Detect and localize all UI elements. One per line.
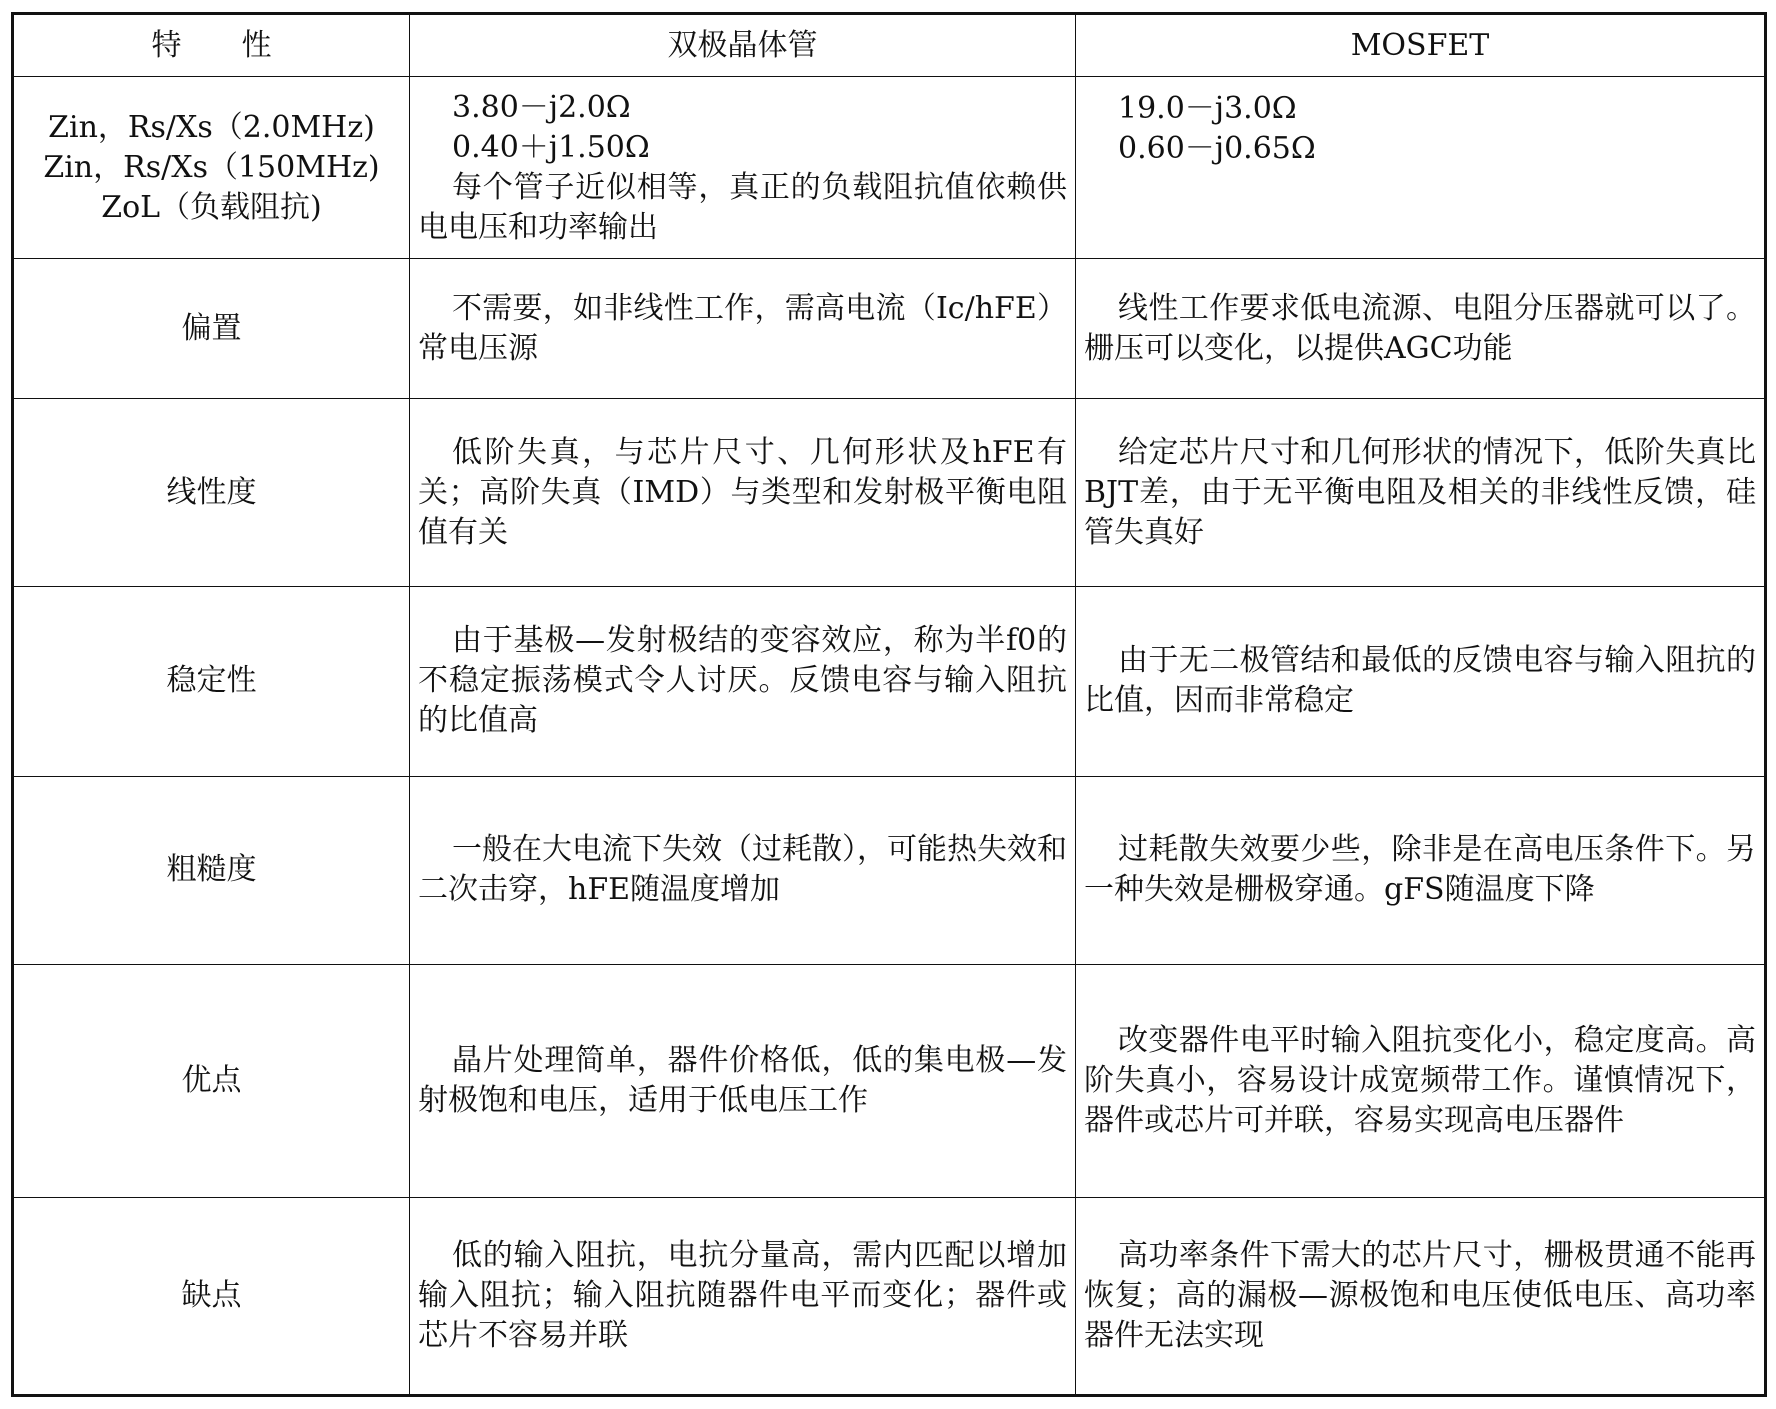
row-label-ruggedness: 粗糙度	[13, 776, 410, 964]
mosfet-bias: 线性工作要求低电流源、电阻分压器就可以了。栅压可以变化，以提供AGC功能	[1076, 259, 1766, 399]
bjt-advantages: 晶片处理简单，器件价格低，低的集电极—发射极饱和电压，适用于低电压工作	[410, 964, 1076, 1197]
header-bjt: 双极晶体管	[410, 14, 1076, 77]
table-row-impedance	[13, 77, 1766, 259]
bjt-impedance	[410, 77, 1076, 259]
mosfet-ruggedness: 过耗散失效要少些，除非是在高电压条件下。另一种失效是栅极穿通。gFS随温度下降	[1076, 776, 1766, 964]
table-row	[13, 399, 1766, 587]
table-row	[13, 587, 1766, 776]
bjt-bias: 不需要，如非线性工作，需高电流（Ic/hFE）常电压源	[410, 259, 1076, 399]
header-row	[13, 14, 1766, 77]
table-row	[13, 964, 1766, 1197]
table-row	[13, 259, 1766, 399]
bjt-disadvantages: 低的输入阻抗，电抗分量高，需内匹配以增加输入阻抗；输入阻抗随器件电平而变化；器件或芯片不容易并联	[410, 1197, 1076, 1395]
impedance-labels	[13, 77, 410, 259]
label-zin-2mhz: Zin，Rs/Xs（2.0MHz)	[48, 109, 375, 145]
mosfet-advantages: 改变器件电平时输入阻抗变化小，稳定度高。高阶失真小，容易设计成宽频带工作。谨慎情况下，器件或芯片可并联，容易实现高电压器件	[1076, 964, 1766, 1197]
header-mosfet: MOSFET	[1076, 14, 1766, 77]
mosfet-stability: 由于无二极管结和最低的反馈电容与输入阻抗的比值，因而非常稳定	[1076, 587, 1766, 776]
bjt-impedance-150mhz: 0.40＋j1.50Ω	[452, 129, 650, 165]
row-label-linearity: 线性度	[13, 399, 410, 587]
bjt-stability: 由于基极—发射极结的变容效应，称为半f0的不稳定振荡模式令人讨厌。反馈电容与输入阻抗的比值高	[410, 587, 1076, 776]
mosfet-impedance	[1076, 77, 1766, 259]
comparison-table	[11, 12, 1767, 1397]
row-label-bias: 偏置	[13, 259, 410, 399]
mosfet-impedance-150mhz: 0.60－j0.65Ω	[1118, 131, 1316, 167]
mosfet-disadvantages: 高功率条件下需大的芯片尺寸，栅极贯通不能再恢复；高的漏极—源极饱和电压使低电压、高功率器件无法实现	[1076, 1197, 1766, 1395]
header-characteristic: 特 性	[13, 14, 410, 77]
row-label-disadvantages: 缺点	[13, 1197, 410, 1395]
table-row	[13, 1197, 1766, 1395]
row-label-stability: 稳定性	[13, 587, 410, 776]
row-label-advantages: 优点	[13, 964, 410, 1197]
label-zin-150mhz: Zin，Rs/Xs（150MHz)	[43, 149, 380, 185]
bjt-load-impedance-note: 每个管子近似相等，真正的负载阻抗值依赖供电电压和功率输出	[418, 169, 1067, 245]
bjt-ruggedness: 一般在大电流下失效（过耗散），可能热失效和二次击穿，hFE随温度增加	[410, 776, 1076, 964]
mosfet-linearity: 给定芯片尺寸和几何形状的情况下，低阶失真比BJT差，由于无平衡电阻及相关的非线性反馈，硅管失真好	[1076, 399, 1766, 587]
bjt-linearity: 低阶失真，与芯片尺寸、几何形状及hFE有关；高阶失真（IMD）与类型和发射极平衡电阻值有关	[410, 399, 1076, 587]
bjt-impedance-2mhz: 3.80－j2.0Ω	[452, 89, 631, 125]
label-zol: ZoL（负载阻抗)	[101, 189, 322, 225]
table-row	[13, 776, 1766, 964]
mosfet-impedance-2mhz: 19.0－j3.0Ω	[1118, 91, 1297, 127]
